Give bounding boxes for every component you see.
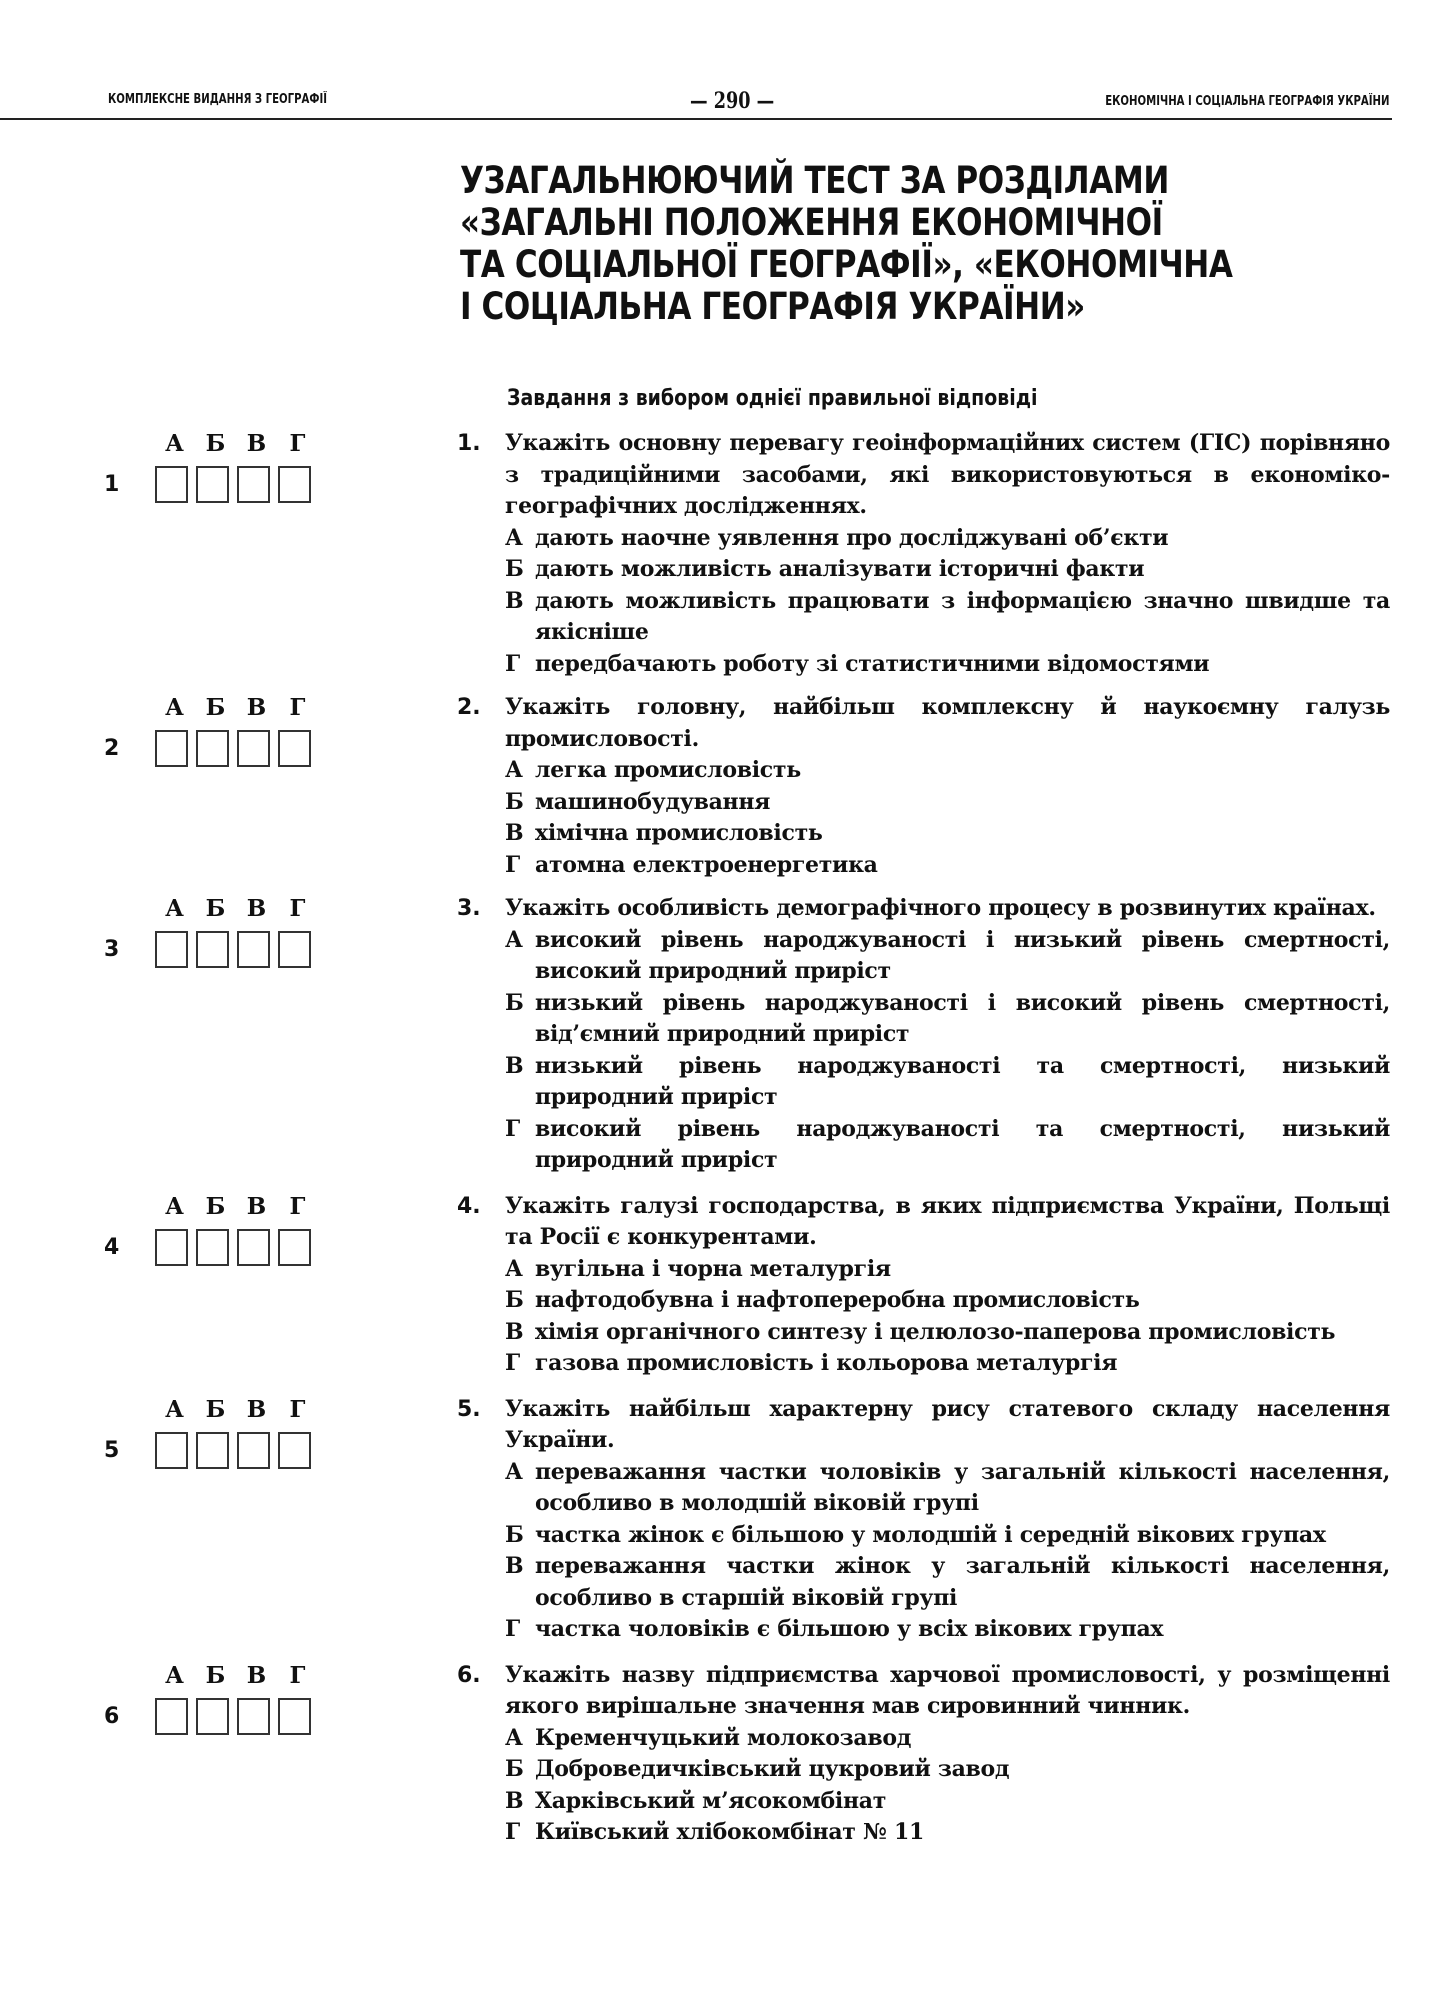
answer-grid <box>0 1394 505 1646</box>
running-header <box>0 88 1432 118</box>
question-body <box>505 893 1390 1177</box>
answer-letter: Г <box>289 1192 306 1220</box>
answer-letters <box>158 1662 314 1689</box>
question-3 <box>0 893 1432 1177</box>
option-letter: А <box>505 1724 523 1751</box>
header-rule <box>0 118 1392 120</box>
answer-checkbox[interactable] <box>155 1229 188 1266</box>
answer-letter: Б <box>205 895 226 922</box>
option-letter: В <box>505 1318 524 1345</box>
answer-checkbox[interactable] <box>237 1432 270 1469</box>
option-text: високий рівень народжуваності та смертності, низький природний приріст <box>535 1115 1390 1173</box>
option-letter: Г <box>505 1350 520 1376</box>
answer-boxes <box>155 466 311 503</box>
answer-checkbox[interactable] <box>155 1698 188 1735</box>
option-letter: А <box>505 926 523 953</box>
option-letter: Г <box>505 650 520 677</box>
answer-letter: Г <box>289 1395 306 1423</box>
answer-letter: Б <box>205 1395 226 1423</box>
option-text: атомна електроенергетика <box>535 851 878 878</box>
answer-boxes <box>155 730 311 767</box>
answer-letters <box>158 895 314 922</box>
question-stem: Укажіть головну, найбільш комплексну й наукоємну галузь промисловості. <box>505 694 1390 752</box>
answer-option <box>505 649 1390 681</box>
question-5 <box>0 1394 1432 1646</box>
answer-grid <box>0 1660 505 1849</box>
answer-letter: В <box>246 430 267 457</box>
answer-checkbox[interactable] <box>278 1229 311 1266</box>
option-letter: Б <box>505 1287 524 1313</box>
answer-grid-number: 1 <box>104 472 120 497</box>
option-letter: В <box>505 1553 524 1579</box>
option-letter: Г <box>505 1115 520 1142</box>
question-body <box>505 1394 1390 1646</box>
answer-checkbox[interactable] <box>196 1698 229 1735</box>
question-stem: Укажіть основну перевагу геоінформаційних систем (ГІС) порівняно з традиційними засобами, які використовуються в економіко-географічних дослідженнях. <box>505 430 1390 519</box>
answer-letter: Г <box>289 895 306 922</box>
answer-option <box>505 523 1390 555</box>
question-stem: Укажіть галузі господарства, в яких підприємства України, Польщі та Росії є конкурентами. <box>505 1192 1390 1250</box>
answer-option <box>505 988 1390 1051</box>
answer-option <box>505 850 1390 882</box>
option-text: низький рівень народжуваності та смертності, низький природний приріст <box>535 1052 1390 1110</box>
answer-checkbox[interactable] <box>278 1698 311 1735</box>
answer-option <box>505 1317 1390 1349</box>
answer-letter: В <box>246 895 267 922</box>
answer-letter: А <box>165 1395 184 1423</box>
answer-letter: Б <box>205 430 226 457</box>
answer-option <box>505 1754 1390 1786</box>
answer-checkbox[interactable] <box>237 1698 270 1735</box>
option-letter: В <box>505 587 524 614</box>
option-letter: Б <box>505 788 524 815</box>
answer-option <box>505 1457 1390 1520</box>
answer-option <box>505 1285 1390 1317</box>
option-text: дають наочне уявлення про досліджувані об’єкти <box>535 524 1169 551</box>
answer-letter: А <box>165 1661 184 1689</box>
answer-letter: В <box>246 1192 267 1220</box>
answer-grid-number: 4 <box>104 1234 120 1260</box>
option-text: високий рівень народжуваності і низький рівень смертності, високий природний приріст <box>535 926 1390 984</box>
option-letter: Б <box>505 1521 524 1548</box>
question-2 <box>0 692 1432 881</box>
option-text: Доброведичківський цукровий завод <box>535 1756 1010 1782</box>
option-text: Харківський м’ясокомбінат <box>535 1787 887 1814</box>
question-body <box>505 428 1390 680</box>
page-number: — 290 — <box>690 88 775 114</box>
answer-letter: Г <box>289 694 306 721</box>
answer-checkbox[interactable] <box>278 1432 311 1469</box>
option-text: частка жінок є більшою у молодшій і середній вікових групах <box>535 1521 1326 1548</box>
option-text: машинобудування <box>535 788 771 815</box>
answer-letter: А <box>165 430 184 457</box>
question-number: 2. <box>457 695 481 720</box>
answer-checkbox[interactable] <box>237 466 270 503</box>
answer-letter: А <box>165 694 184 721</box>
answer-letter: Б <box>205 694 226 721</box>
answer-option <box>505 1114 1390 1177</box>
answer-option <box>505 1051 1390 1114</box>
option-letter: Б <box>505 1756 524 1782</box>
question-body <box>505 1660 1390 1849</box>
answer-checkbox[interactable] <box>278 730 311 767</box>
question-number: 3. <box>457 896 481 921</box>
option-text: нафтодобувна і нафтопереробна промисловість <box>535 1287 1140 1313</box>
question-body <box>505 1191 1390 1380</box>
answer-letter: В <box>246 1395 267 1423</box>
question-4 <box>0 1191 1432 1380</box>
option-letter: Г <box>505 1819 520 1845</box>
answer-checkbox[interactable] <box>196 931 229 968</box>
title-line: І СОЦІАЛЬНА ГЕОГРАФІЯ УКРАЇНИ» <box>460 285 1085 328</box>
question-stem: Укажіть найбільш характерну рису статевого складу населення України. <box>505 1395 1390 1453</box>
section-subheading: Завдання з вибором однієї правильної відповіді <box>507 386 1038 411</box>
question-6 <box>0 1660 1432 1849</box>
answer-grid-number: 2 <box>104 736 120 761</box>
answer-grid <box>0 692 505 881</box>
page-title <box>460 160 1233 328</box>
answer-grid-number: 5 <box>104 1437 120 1463</box>
answer-option <box>505 1348 1390 1380</box>
option-text: вугільна і чорна металургія <box>535 1255 891 1282</box>
answer-option <box>505 1254 1390 1286</box>
answer-letter: А <box>165 1192 184 1220</box>
question-number: 5. <box>457 1396 481 1422</box>
answer-checkbox[interactable] <box>237 730 270 767</box>
option-letter: Б <box>505 989 524 1016</box>
answer-option <box>505 1551 1390 1614</box>
answer-letter: А <box>165 895 184 922</box>
title-line: «ЗАГАЛЬНІ ПОЛОЖЕННЯ ЕКОНОМІЧНОЇ <box>460 201 1163 244</box>
answer-option <box>505 925 1390 988</box>
answer-letters <box>158 1193 314 1220</box>
answer-grid <box>0 1191 505 1380</box>
answer-option <box>505 586 1390 649</box>
answer-checkbox[interactable] <box>155 466 188 503</box>
question-number: 6. <box>457 1662 481 1688</box>
option-letter: А <box>505 1255 523 1282</box>
question-number: 1. <box>457 431 481 456</box>
answer-checkbox[interactable] <box>196 466 229 503</box>
option-letter: А <box>505 1458 523 1485</box>
answer-letter: В <box>246 694 267 721</box>
option-text: Кременчуцький молокозавод <box>535 1724 912 1751</box>
option-text: легка промисловість <box>535 757 801 783</box>
answer-boxes <box>155 1698 311 1735</box>
answer-boxes <box>155 931 311 968</box>
answer-option <box>505 554 1390 586</box>
option-text: хімія органічного синтезу і целюлозо-паперова промисловість <box>535 1318 1336 1345</box>
option-text: дають можливість працювати з інформацією значно швидше та якісніше <box>535 587 1390 645</box>
answer-checkbox[interactable] <box>155 1432 188 1469</box>
option-text: Київський хлібокомбінат № 11 <box>535 1819 924 1845</box>
option-text: дають можливість аналізувати історичні факти <box>535 556 1145 582</box>
answer-boxes <box>155 1432 311 1469</box>
answer-grid <box>0 893 505 1177</box>
answer-letters <box>158 1396 314 1423</box>
answer-option <box>505 1817 1390 1849</box>
option-letter: Б <box>505 556 524 582</box>
answer-checkbox[interactable] <box>278 466 311 503</box>
answer-letter: Б <box>205 1192 226 1220</box>
answer-option <box>505 1614 1390 1646</box>
answer-checkbox[interactable] <box>278 931 311 968</box>
option-text: газова промисловість і кольорова металургія <box>535 1350 1118 1376</box>
option-text: частка чоловіків є більшою у всіх вікових групах <box>535 1616 1164 1642</box>
option-letter: Г <box>505 851 520 878</box>
answer-checkbox[interactable] <box>155 730 188 767</box>
question-stem: Укажіть назву підприємства харчової промисловості, у розміщенні якого вирішальне значення мав сировинний чинник. <box>505 1661 1390 1719</box>
answer-grid-number: 6 <box>104 1703 120 1729</box>
header-book-title: КОМПЛЕКСНЕ ВИДАННЯ З ГЕОГРАФІЇ <box>108 92 327 107</box>
question-stem: Укажіть особливість демографічного процесу в розвинутих країнах. <box>505 895 1376 921</box>
answer-option <box>505 818 1390 850</box>
answer-checkbox[interactable] <box>155 931 188 968</box>
option-letter: В <box>505 820 524 846</box>
question-body <box>505 692 1390 881</box>
answer-checkbox[interactable] <box>237 931 270 968</box>
option-letter: В <box>505 1052 524 1079</box>
title-line: ТА СОЦІАЛЬНОЇ ГЕОГРАФІЇ», «ЕКОНОМІЧНА <box>460 243 1233 286</box>
answer-letter: Б <box>205 1661 226 1689</box>
option-text: низький рівень народжуваності і високий рівень смертності, від’ємний природний приріст <box>535 989 1390 1047</box>
answer-boxes <box>155 1229 311 1266</box>
option-text: переважання частки жінок у загальній кількості населення, особливо в старшій віковій групі <box>535 1553 1390 1611</box>
answer-checkbox[interactable] <box>196 730 229 767</box>
answer-checkbox[interactable] <box>196 1432 229 1469</box>
answer-option <box>505 1723 1390 1755</box>
answer-letters <box>158 430 314 457</box>
answer-letter: В <box>246 1661 267 1689</box>
answer-letters <box>158 694 314 721</box>
answer-option <box>505 1786 1390 1818</box>
option-letter: В <box>505 1787 524 1814</box>
question-list <box>0 428 1432 1849</box>
header-section-title: ЕКОНОМІЧНА І СОЦІАЛЬНА ГЕОГРАФІЯ УКРАЇНИ <box>1105 94 1390 109</box>
answer-letter: Г <box>289 1661 306 1689</box>
answer-letter: Г <box>289 430 306 457</box>
question-1 <box>0 428 1432 680</box>
answer-option <box>505 755 1390 787</box>
option-text: передбачають роботу зі статистичними відомостями <box>535 650 1210 677</box>
option-letter: А <box>505 757 523 783</box>
answer-option <box>505 1520 1390 1552</box>
answer-option <box>505 787 1390 819</box>
option-text: переважання частки чоловіків у загальній кількості населення, особливо в молодшій віковій групі <box>535 1458 1390 1516</box>
answer-grid-number: 3 <box>104 937 120 962</box>
option-text: хімічна промисловість <box>535 820 823 846</box>
answer-grid <box>0 428 505 680</box>
answer-checkbox[interactable] <box>237 1229 270 1266</box>
option-letter: А <box>505 524 523 551</box>
title-line: УЗАГАЛЬНЮЮЧИЙ ТЕСТ ЗА РОЗДІЛАМИ <box>460 159 1169 202</box>
answer-checkbox[interactable] <box>196 1229 229 1266</box>
option-letter: Г <box>505 1616 520 1642</box>
question-number: 4. <box>457 1193 481 1219</box>
